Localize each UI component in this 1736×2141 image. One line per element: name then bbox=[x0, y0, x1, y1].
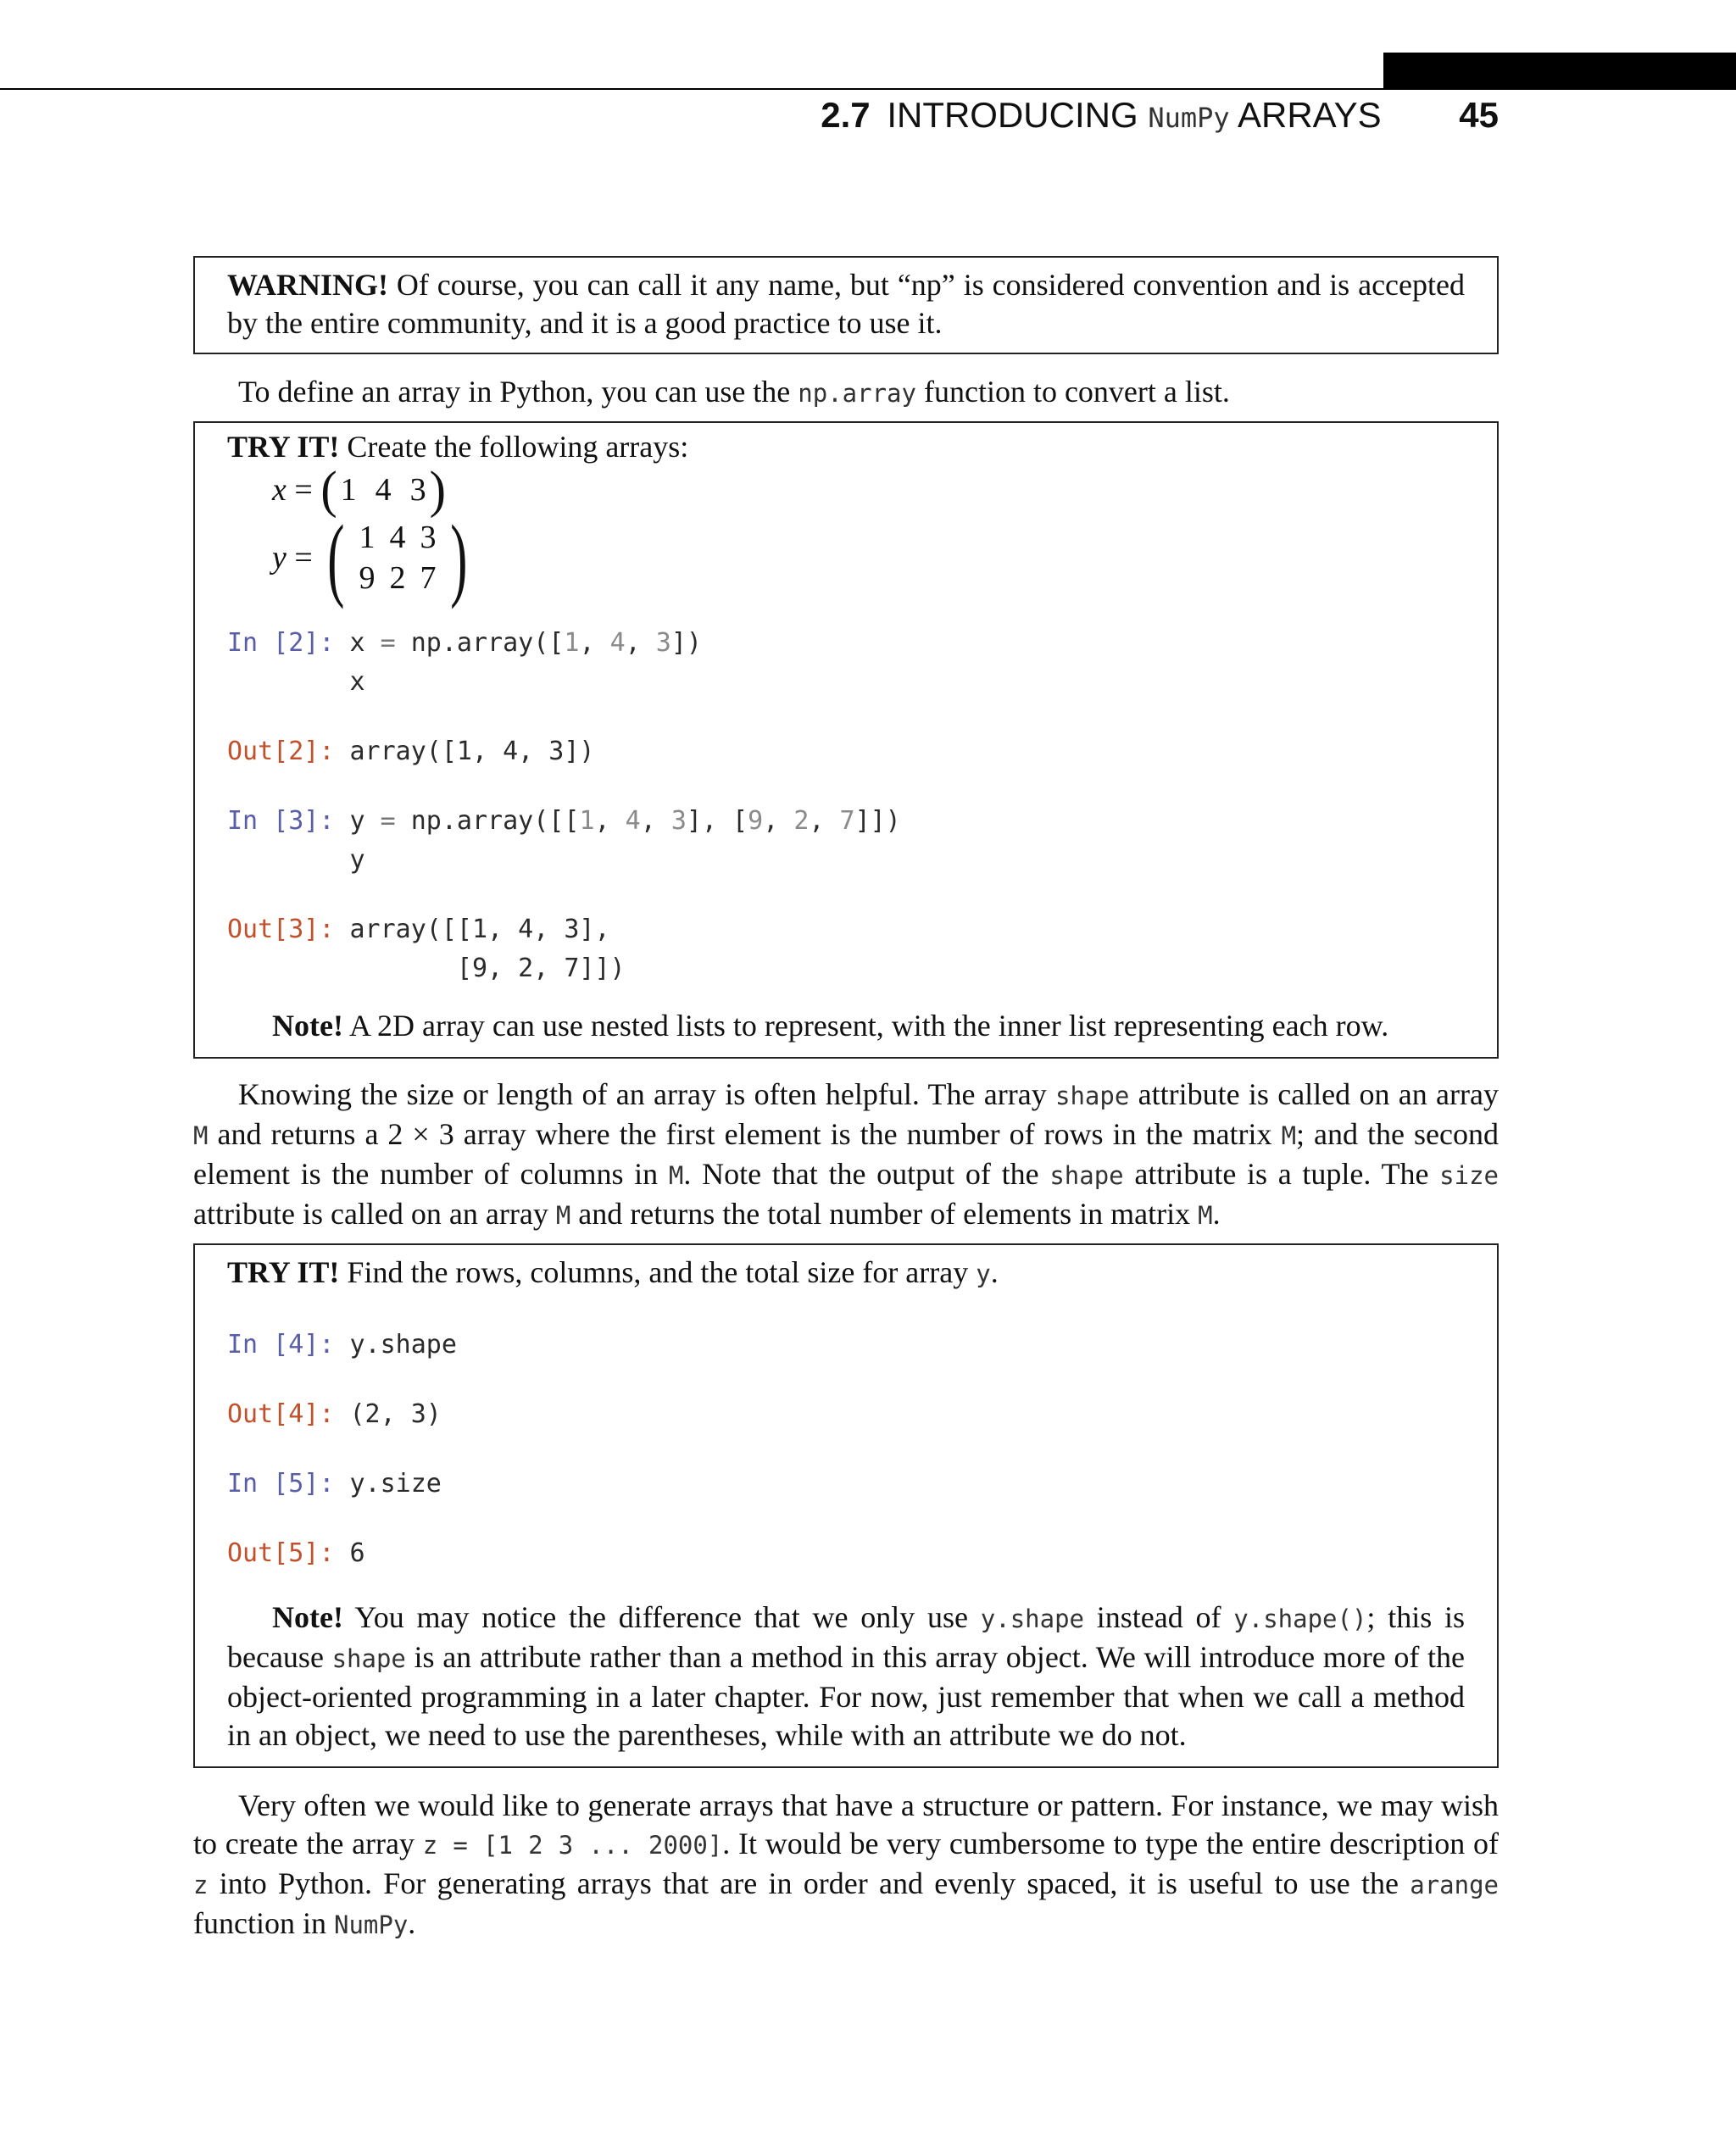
math-x-definition: x = ( 1 4 3 ) bbox=[272, 460, 446, 519]
try-it-shape-heading: TRY IT! Find the rows, columns, and the total size for array y. bbox=[227, 1255, 999, 1289]
code-out-3: Out[3]: array([[1, 4, 3], [9, 2, 7]]) bbox=[227, 915, 626, 983]
paragraph-np-array: To define an array in Python, you can use the np.array function to convert a list. bbox=[238, 375, 1230, 409]
try-it-label: TRY IT! bbox=[227, 430, 340, 464]
try-it-heading: TRY IT! Create the following arrays: bbox=[227, 430, 689, 464]
note-label: Note! bbox=[272, 1600, 343, 1634]
running-header bbox=[821, 95, 1499, 136]
math-y-definition: y = ( 1 4 3 9 2 7 ) bbox=[272, 506, 468, 609]
code-in-3: In [3]: y = np.array([[1, 4, 3], [9, 2, 7]]) y bbox=[227, 806, 901, 875]
header-black-bar bbox=[1383, 53, 1736, 88]
note-2d-array: Note! A 2D array can use nested lists to represent, with the inner list representing each row. bbox=[272, 1009, 1389, 1043]
code-in-2: In [2]: x = np.array([1, 4, 3]) x bbox=[227, 628, 702, 697]
header-title-mono: NumPy bbox=[1148, 102, 1230, 134]
try-it-shape-size-box bbox=[193, 1243, 1499, 1768]
y-matrix-values: 1 4 3 9 2 7 bbox=[359, 520, 437, 596]
code-in-4: In [4]: y.shape bbox=[227, 1330, 457, 1360]
code-out-5: Out[5]: 6 bbox=[227, 1538, 365, 1568]
warning-box bbox=[193, 256, 1499, 354]
header-rule bbox=[0, 88, 1736, 90]
paragraph-shape-size: Knowing the size or length of an array is often helpful. The array shape attribute is called on an array M and returns a 2 × 3 array where the first element is the number of rows in the matrix M; and the second element is the number of columns in M. Note that the output of the shape attribute is a tuple. The size attribute is called on an array M and returns the total number of elements in matrix M. bbox=[193, 1077, 1500, 1231]
page-content bbox=[193, 256, 1499, 1944]
warning-label: WARNING! bbox=[227, 268, 389, 302]
page-number: 45 bbox=[1459, 95, 1499, 135]
header-title-part1: INTRODUCING bbox=[887, 95, 1138, 135]
try-it-label: TRY IT! bbox=[227, 1255, 340, 1289]
warning-text: WARNING! Of course, you can call it any name, but “np” is considered convention and is accepted by the entire community, and it is a good practice to use it. bbox=[227, 268, 1465, 340]
header-title-part2: ARRAYS bbox=[1238, 95, 1382, 135]
paragraph-arange: Very often we would like to generate arrays that have a structure or pattern. For instance, we may wish to create the array z = [1 2 3 ... 2000]. It would be very cumbersome to type the entire description of z into Python. For generating arrays that are in order and evenly spaced, it is useful to use the arange function in NumPy. bbox=[193, 1788, 1499, 1940]
section-number: 2.7 bbox=[821, 95, 871, 135]
try-it-create-arrays-box bbox=[193, 421, 1499, 1059]
code-out-4: Out[4]: (2, 3) bbox=[227, 1399, 442, 1429]
code-in-5: In [5]: y.size bbox=[227, 1469, 442, 1499]
code-out-2: Out[2]: array([1, 4, 3]) bbox=[227, 737, 595, 766]
note-label: Note! bbox=[272, 1009, 343, 1043]
x-vector-values: 1 4 3 bbox=[340, 472, 426, 508]
note-shape-attribute: Note! You may notice the difference that we only use y.shape instead of y.shape(); this is because shape is an attribute rather than a method in this array object. We will introduce more of the object-oriented programming in a later chapter. For now, just remember that when we call a method in an object, we need to use the parentheses, while with an attribute we do not. bbox=[227, 1600, 1465, 1752]
